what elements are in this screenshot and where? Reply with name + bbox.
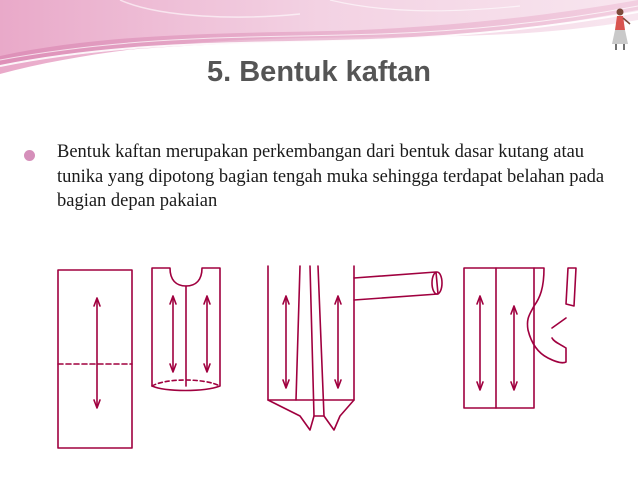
slide-title: 5. Bentuk kaftan xyxy=(207,56,431,88)
fashion-figure-icon xyxy=(604,6,634,50)
bullet-text: Bentuk kaftan merupakan perkembangan dari bentuk dasar kutang atau tunika yang dipotong bagian tengah muka sehingga terdapat belahan pada bagian depan pakaian xyxy=(57,142,605,211)
pattern-piece-back-flap xyxy=(464,268,576,408)
bullet-dot-icon xyxy=(24,150,35,161)
pattern-piece-kaftan-sleeve xyxy=(268,266,442,430)
pattern-piece-front-open xyxy=(152,268,220,391)
kaftan-pattern-diagram xyxy=(48,258,588,454)
pattern-piece-tunic xyxy=(58,270,132,448)
